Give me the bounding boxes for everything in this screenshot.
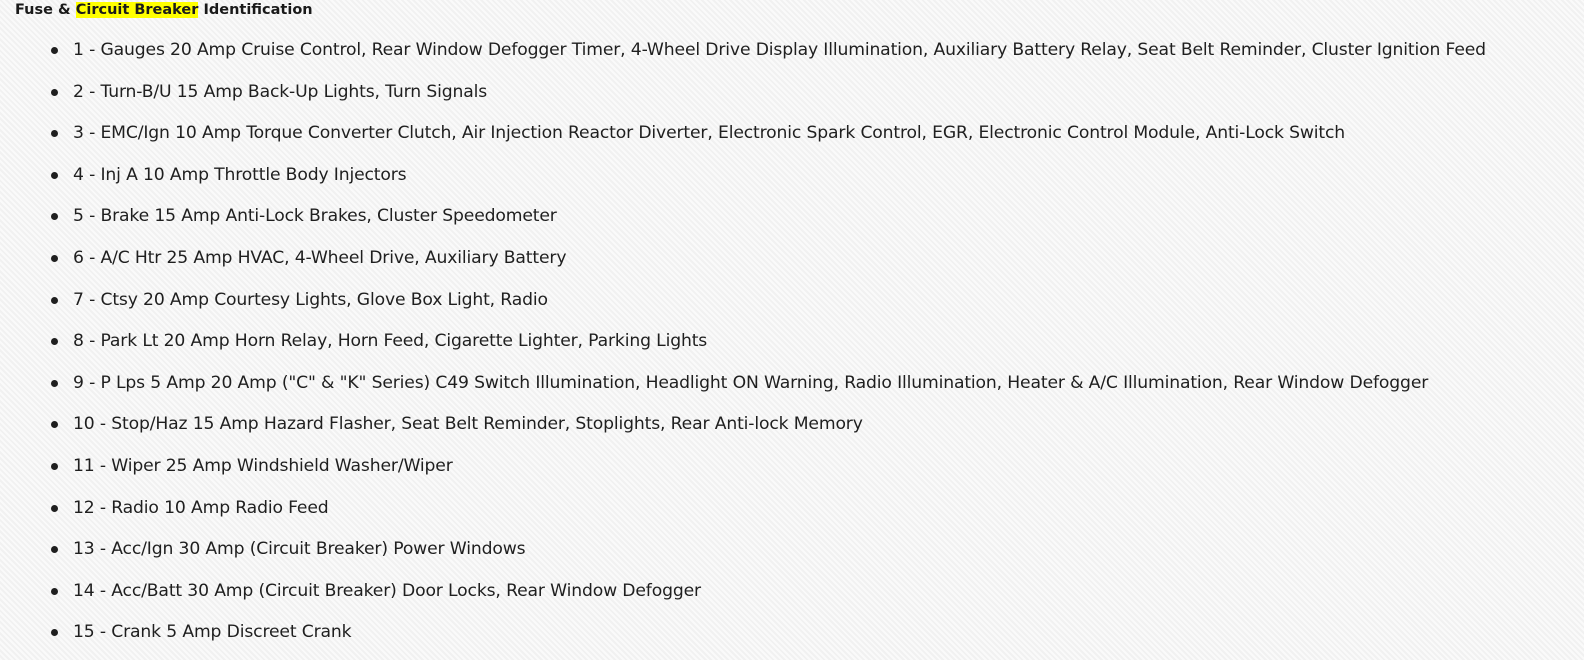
bullet-icon: [51, 463, 58, 470]
bullet-icon: [51, 130, 58, 137]
bullet-icon: [51, 505, 58, 512]
list-item: [0, 155, 1584, 197]
list-item: [0, 363, 1584, 405]
list-item-text: 9 - P Lps 5 Amp 20 Amp ("C" & "K" Series) C49 Switch Illumination, Headlight ON Warning, Radio Illumination, Heater & A/C Illumination, Rear Window Defogger: [73, 372, 1429, 393]
list-item-text: 6 - A/C Htr 25 Amp HVAC, 4-Wheel Drive, Auxiliary Battery: [73, 247, 567, 268]
list-item-text: 2 - Turn-B/U 15 Amp Back-Up Lights, Turn Signals: [73, 81, 488, 102]
bullet-icon: [51, 588, 58, 595]
list-item-text: 13 - Acc/Ign 30 Amp (Circuit Breaker) Power Windows: [73, 539, 526, 560]
list-item: [0, 238, 1584, 280]
bullet-icon: [51, 172, 58, 179]
heading-prefix: Fuse &: [15, 2, 76, 18]
bullet-icon: [51, 629, 58, 636]
heading-highlight: Circuit Breaker: [75, 2, 199, 18]
heading-suffix: Identification: [198, 2, 313, 18]
list-item-text: 14 - Acc/Batt 30 Amp (Circuit Breaker) Door Locks, Rear Window Defogger: [73, 580, 701, 601]
list-item: [0, 571, 1584, 613]
bullet-icon: [51, 213, 58, 220]
list-item-text: 8 - Park Lt 20 Amp Horn Relay, Horn Feed, Cigarette Lighter, Parking Lights: [73, 331, 708, 352]
bullet-icon: [51, 421, 58, 428]
list-item: [0, 30, 1584, 72]
list-item: [0, 280, 1584, 322]
list-item: [0, 72, 1584, 114]
list-item-text: 11 - Wiper 25 Amp Windshield Washer/Wiper: [73, 455, 453, 476]
bullet-icon: [51, 297, 58, 304]
list-item: [0, 196, 1584, 238]
bullet-icon: [51, 47, 58, 54]
bullet-icon: [51, 546, 58, 553]
list-item: [0, 488, 1584, 530]
list-item: [0, 404, 1584, 446]
list-item-text: 10 - Stop/Haz 15 Amp Hazard Flasher, Seat Belt Reminder, Stoplights, Rear Anti-lock Memory: [73, 414, 863, 435]
fuse-list: [0, 30, 1584, 654]
list-item: [0, 529, 1584, 571]
list-item: [0, 446, 1584, 488]
bullet-icon: [51, 89, 58, 96]
list-item-text: 5 - Brake 15 Amp Anti-Lock Brakes, Cluster Speedometer: [73, 206, 557, 227]
list-item-text: 4 - Inj A 10 Amp Throttle Body Injectors: [73, 164, 407, 185]
list-item-text: 1 - Gauges 20 Amp Cruise Control, Rear Window Defogger Timer, 4-Wheel Drive Display Illumination, Auxiliary Battery Relay, Seat Belt Reminder, Cluster Ignition Feed: [73, 40, 1486, 60]
list-item-text: 3 - EMC/Ign 10 Amp Torque Converter Clutch, Air Injection Reactor Diverter, Electronic Spark Control, EGR, Electronic Control Module, Anti-Lock Switch: [73, 123, 1346, 144]
list-item-text: 7 - Ctsy 20 Amp Courtesy Lights, Glove Box Light, Radio: [73, 289, 548, 310]
list-item: [0, 612, 1584, 654]
list-item: [0, 113, 1584, 155]
list-item-text: 15 - Crank 5 Amp Discreet Crank: [73, 622, 352, 643]
list-item-text: 12 - Radio 10 Amp Radio Feed: [73, 497, 329, 518]
section-heading: [15, 0, 313, 20]
list-item: [0, 321, 1584, 363]
bullet-icon: [51, 255, 58, 262]
bullet-icon: [51, 338, 58, 345]
bullet-icon: [51, 380, 58, 387]
